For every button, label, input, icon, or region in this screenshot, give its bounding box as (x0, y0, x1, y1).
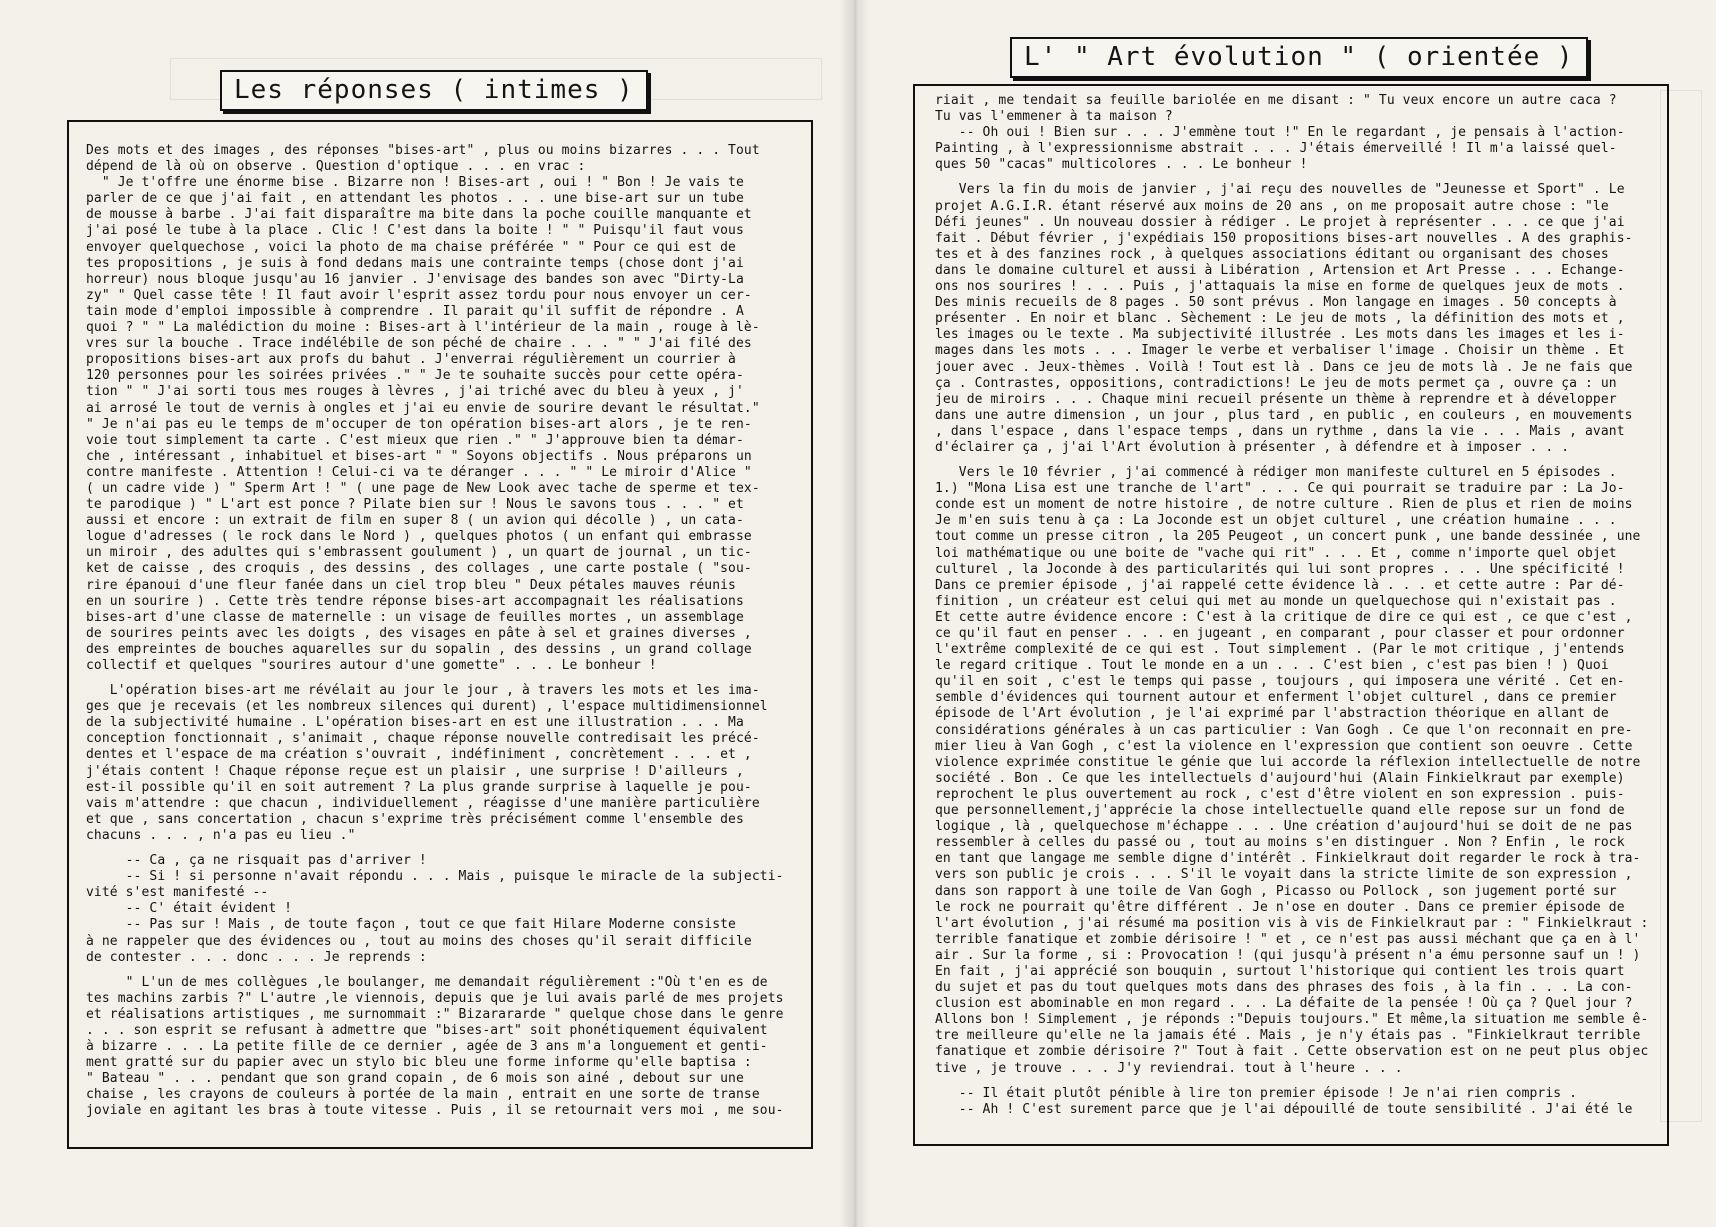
text-line: Des mots et des images , des réponses "bises-art" , plus ou moins bizarres . . . Tout (86, 143, 760, 158)
text-line: tive , je trouve . . . J'y reviendrai. tout à l'heure . . . (935, 1060, 1403, 1076)
text-line: en un sourire ) . Cette très tendre réponse bises-art accompagnait les réalisations (86, 593, 744, 609)
text-line: ça . Contrastes, oppositions, contradictions! Le jeu de mots permet ça , ouvre ça : un (935, 375, 1617, 391)
text-line: joviale en agitant les bras à toute vitesse . Puis , il se retournait vers moi , me sou- (86, 1103, 784, 1119)
text-line: , dans l'espace , dans l'espace temps , dans un rythme , dans la vie . . . Mais , avant (935, 423, 1625, 439)
text-line: semble d'évidences qui tournent autour et enferment l'objet culturel , dans ce premier (935, 690, 1617, 706)
text-line: à bizarre . . . La petite fille de ce dernier , agée de 3 ans m'a longuement et genti- (86, 1039, 768, 1055)
text-line: chacuns . . . , n'a pas eu lieu ." (86, 827, 356, 843)
text-line: ons nos sourires ! . . . Puis , j'attaquais la mise en forme de quelques jeux de mots . (935, 279, 1625, 295)
text-line: Des minis recueils de 8 pages . 50 sont prévus . Mon langage en images . 50 concepts à (935, 295, 1617, 311)
text-line: loi mathématique ou une boite de "vache qui rit" . . . Et , comme n'importe quel objet (935, 545, 1617, 561)
text-line: société . Bon . Ce que les intellectuels d'aujourd'hui (Alain Finkielkraut par exemple) (935, 770, 1625, 786)
text-line: riait , me tendait sa feuille bariolée en me disant : " Tu veux encore un autre caca ? (935, 93, 1617, 108)
text-line: 120 personnes pour les soirées privées ." " Je te souhaite succès pour cette opéra- (86, 368, 744, 384)
text-line: vers son public je crois . . . S'il le voyait dans la stricte limite de son expression , (935, 867, 1633, 883)
text-line: che , intéressant , inhabituel et bises-art " " Soyons objectifs . Nous préparons un (86, 448, 752, 464)
text-line: L'opération bises-art me révélait au jour le jour , à travers les mots et les ima- (86, 683, 760, 699)
text-line: l'art évolution , j'ai résumé ma position vis à vis de Finkielkraut par : " Finkielkraut : (935, 915, 1649, 931)
text-line: est-il possible qu'il en soit autrement ? La plus grande surprise à laquelle je pou- (86, 779, 752, 795)
text-line: reprochent le plus ouvertement au rock , c'est d'être violent en son expression . puis- (935, 786, 1625, 802)
text-line: " Bateau " . . . pendant que son grand copain , de 6 mois son ainé , debout sur une (86, 1071, 744, 1087)
text-line: chaise , les crayons de couleurs à portée de la main , entrait en une sorte de transe (86, 1087, 760, 1103)
text-line: et que , sans concertation , chacun s'exprime très précisément comme l'ensemble des (86, 811, 744, 827)
right-page-title: L' " Art évolution " ( orientée ) (1010, 37, 1588, 78)
text-line: qu'il en soit , c'est le temps qui passe , toujours , qui imposera une vérité . Cet en- (935, 674, 1625, 690)
text-line: dans le domaine culturel et aussi à Libération , Artension et Art Presse . . . Echange- (935, 262, 1625, 278)
text-line: Je m'en suis tenu à ça : La Joconde est un objet culturel , une création humaine . . . (935, 513, 1617, 529)
text-line: tout comme un presse citron , la 205 Peugeot , un concert punk , une bande dessinée , une (935, 529, 1641, 545)
text-line: du sujet et pas du tout quelques mots dans des phrases des fois , à la fin . . . La con- (935, 980, 1633, 996)
text-line: terrible fanatique et zombie dérisoire ! " et , ce n'est pas aussi méchant que ça en à l' (935, 931, 1641, 947)
text-line: vais m'attendre : que chacun , individuellement , réagisse d'une manière particulière (86, 795, 760, 811)
text-line: quoi ? " " La malédiction du moine : Bises-art à l'intérieur de la main , rouge à lè- (86, 320, 760, 336)
right-text-frame (913, 84, 1669, 1146)
text-line: l'extrême complexité de ce qui est . Tout simplement . (Par le mot critique , j'entends (935, 642, 1625, 658)
text-line: culturel , la Joconde à des particularités qui lui sont propres . . . Une spécificité ! (935, 561, 1625, 577)
text-line: clusion est abominable en mon regard . . . La défaite de la pensée ! Où ça ? Quel jour ? (935, 996, 1633, 1012)
text-line: -- Ah ! C'est surement parce que je l'ai dépouillé de toute sensibilité . J'ai été le (935, 1101, 1633, 1117)
text-line: mier lieu à Van Gogh , c'est la violence en l'expression que contient son oeuvre . Cette (935, 738, 1633, 754)
text-line: " Je n'ai pas eu le temps de m'occuper de ton opération bises-art alors , je te ren- (86, 416, 752, 432)
text-line: -- Il était plutôt pénible à lire ton premier épisode ! Je n'ai rien compris . (935, 1085, 1578, 1101)
book-gutter (840, 0, 870, 1227)
text-line: de contester . . . donc . . . Je reprends : (86, 949, 427, 965)
text-line: envoyer quelquechose , voici la photo de ma chaise préférée " " Pour ce qui est de (86, 239, 736, 255)
text-line: Tu vas l'emmener à ta maison ? (935, 109, 1173, 125)
text-line: projet A.G.I.R. étant réservé aux moins de 20 ans , on me proposait autre chose : "le (935, 198, 1609, 214)
text-line: tre meilleure qu'elle ne la jamais été . Mais , je n'y étais pas . "Finkielkraut terrible (935, 1028, 1641, 1044)
text-line: Painting , à l'expressionnisme abstrait . . . J'étais émerveillé ! Il m'a laissé quel- (935, 141, 1617, 157)
text-line: " Je t'offre une énorme bise . Bizarre non ! Bises-art , oui ! " Bon ! Je vais te (86, 175, 744, 191)
text-line: bises-art d'une classe de maternelle : un visage de feuilles mortes , un assemblage (86, 609, 744, 625)
paragraph-gap (935, 1077, 1648, 1086)
text-line: de mousse à barbe . J'ai fait disparaître ma bite dans la poche couille manquante et (86, 207, 752, 223)
text-line: des empreintes de bouches aquarelles sur du sopalin , des dessins , un grand collage (86, 641, 752, 657)
text-line: Vers la fin du mois de janvier , j'ai reçu des nouvelles de "Jeunesse et Sport" . Le (935, 182, 1625, 198)
text-line: en tant que langage me semble digne d'intérêt . Finkielkraut doit regarder le rock à tra- (935, 851, 1641, 867)
text-line: ges que je recevais (et les nombreux silences qui durent) , l'espace multidimensionnel (86, 699, 768, 715)
paragraph-gap (935, 456, 1648, 465)
text-line: -- Oh oui ! Bien sur . . . J'emmène tout !" En le regardant , je pensais à l'action- (935, 125, 1625, 141)
text-line: voie tout simplement ta carte . C'est mieux que rien ." " J'approuve bien ta démar- (86, 432, 744, 448)
text-line: dentes et l'espace de ma création s'ouvrait , indéfiniment , concrètement . . . et , (86, 747, 752, 763)
text-line: tain mode d'emploi impossible à comprendre . Il parait qu'il suffit de répondre . A (86, 303, 744, 319)
text-line: -- Si ! si personne n'avait répondu . . . Mais , puisque le miracle de la subjecti- (86, 869, 784, 885)
paragraph-gap (935, 173, 1648, 182)
paragraph-gap (86, 966, 784, 975)
text-line: conception fonctionnait , s'animait , chaque réponse nouvelle contredisait les précé- (86, 731, 760, 747)
text-line: Allons bon ! Simplement , je réponds :"Depuis toujours." Et même,la situation me semble ê- (935, 1012, 1649, 1028)
text-line: présenter . En noir et blanc . Sèchement : Le jeu de mots , la définition des mots et , (935, 311, 1625, 327)
text-line: tes et à des fanzines rock , à quelques associations éditant ou organisant des choses (935, 246, 1609, 262)
text-line: un miroir , des adultes qui s'embrassent goulument ) , un quart de journal , un tic- (86, 545, 752, 561)
text-line: aussi et encore : un extrait de film en super 8 ( un avion qui décolle ) , un cata- (86, 513, 744, 529)
text-line: En fait , j'ai apprécié son bouquin , surtout l'historique qui contient les trois quart (935, 963, 1625, 979)
text-line: jeu de miroirs . . . Chaque mini recueil présente un thème à reprendre et à développer (935, 391, 1617, 407)
text-line: finition , un créateur est celui qui met au monde un quelquechose qui n'existait pas . (935, 593, 1617, 609)
text-line: ressembler à celles du passé ou , tout au moins s'en distinguer . Non ? Enfin , le rock (935, 835, 1625, 851)
text-line: jouer avec . Jeux-thèmes . Voilà ! Tout est là . Dans ce jeu de mots là . Je ne fais que (935, 359, 1633, 375)
text-line: Défi jeunes" . Un nouveau dossier à rédiger . Le projet à représenter . . . ce que j'ai (935, 214, 1625, 230)
text-line: considérations générales à un cas particulier : Van Gogh . Ce que l'on reconnait en pre- (935, 722, 1633, 738)
text-line: ket de caisse , des croquis , des dessins , des collages , une carte postale ( "sou- (86, 561, 752, 577)
text-line: tes machins zarbis ?" L'autre ,le viennois, depuis que je lui avais parlé de mes projets (86, 990, 784, 1006)
text-line: propositions bises-art aux profs du bahut . J'enverrai régulièrement un courrier à (86, 352, 736, 368)
text-line: zy" " Quel casse tête ! Il faut avoir l'esprit assez tordu pour nous envoyer un cer- (86, 287, 752, 303)
text-line: collectif et quelques "sourires autour d'une gomette" . . . Le bonheur ! (86, 658, 657, 673)
text-line: logue d'adresses ( le rock dans le Nord ) , quelques photos ( un enfant qui embrasse (86, 529, 752, 545)
text-line: parler de ce que j'ai fait , en attendant les photos . . . une bise-art sur un tube (86, 191, 744, 207)
text-line: -- Pas sur ! Mais , de toute façon , tout ce que fait Hilare Moderne consiste (86, 917, 736, 933)
text-line: de sourires peints avec les doigts , des visages en pâte à sel et graines diverses , (86, 625, 752, 641)
text-line: -- Ca , ça ne risquait pas d'arriver ! (86, 853, 427, 869)
text-line: -- C' était évident ! (86, 901, 293, 917)
text-line: conde est un moment de notre histoire , de notre culture . Rien de plus et rien de moins (935, 497, 1633, 513)
text-line: j'étais content ! Chaque réponse reçue est un plaisir , une surprise ! D'ailleurs , (86, 763, 744, 779)
paragraph-gap (86, 674, 784, 683)
text-line: le regard critique . Tout le monde en a un . . . C'est bien , c'est pas bien ! ) Quoi (935, 658, 1609, 674)
text-line: vres sur la bouche . Trace indélébile de son péché de chaire . . . " " J'ai filé des (86, 336, 752, 352)
left-body-text (86, 143, 784, 1120)
paragraph-gap (86, 844, 784, 853)
text-line: fanatique et zombie dérisoire ?" Tout à fait . Cette observation est on ne peut plus objec (935, 1044, 1649, 1060)
text-line: tes propositions , je suis à fond dedans mais une contrainte temps (chose dont j'ai (86, 255, 744, 271)
right-body-text (935, 93, 1648, 1118)
text-line: j'ai posé le tube à la place . Clic ! C'est dans la boite ! " " Puisqu'il faut vous (86, 223, 744, 239)
text-line: contre manifeste . Attention ! Celui-ci va te déranger . . . " " Le miroir d'Alice " (86, 464, 752, 480)
text-line: tion " " J'ai sorti tous mes rouges à lèvres , j'ai triché avec du bleu à yeux , j' (86, 384, 744, 400)
text-line: horreur) nous bloque jusqu'au 16 janvier . J'envisage des bandes son avec "Dirty-La (86, 271, 744, 287)
text-line: Et cette autre évidence encore : C'est à la critique de dire ce qui est , ce que c'est , (935, 609, 1633, 625)
text-line: air . Sur la forme , si : Provocation ! (qui jusqu'à présent n'a ému personne sauf un ! ) (935, 947, 1641, 963)
text-line: dans une autre dimension , un jour , plus tard , en public , en couleurs , en mouvements (935, 407, 1633, 423)
text-line: d'éclairer ça , j'ai l'Art évolution à présenter , à défendre et à imposer . . . (935, 439, 1570, 455)
text-line: vité s'est manifesté -- (86, 885, 269, 901)
text-line: ai arrosé le tout de vernis à ongles et j'ai eu envie de sourire devant le résultat." (86, 400, 760, 416)
text-line: Vers le 10 février , j'ai commencé à rédiger mon manifeste culturel en 5 épisodes . (935, 465, 1617, 481)
text-line: épisode de l'Art évolution , je l'ai exprimé par l'abstraction théorique en allant de (935, 706, 1609, 722)
text-line: ment gratté sur du papier avec un stylo bic bleu une forme informe qu'elle baptisa : (86, 1055, 752, 1071)
text-line: Dans ce premier épisode , j'ai rappelé cette évidence là . . . et cette autre : Par dé- (935, 577, 1625, 593)
text-line: à ne rappeler que des évidences ou , tout au moins des choses qu'il serait difficile (86, 933, 752, 949)
text-line: rire épanoui d'une fleur fanée dans un ciel trop bleu " Deux pétales mauves réunis (86, 577, 736, 593)
text-line: de la subjectivité humaine . L'opération bises-art en est une illustration . . . Ma (86, 715, 744, 731)
text-line: mages dans les mots . . . Imager le verbe et verbaliser l'image . Choisir un thème . Et (935, 343, 1625, 359)
text-line: . . . son esprit se refusant à admettre que "bises-art" soit phonétiquement équivalent (86, 1022, 768, 1038)
text-line: violence exprimée constitue le génie que lui accorde la réflexion intellectuelle de notre (935, 754, 1641, 770)
text-line: que personnellement,j'apprécie la chose intellectuelle quand elle repose sur un fond de (935, 803, 1625, 819)
text-line: fait . Début février , j'expédiais 150 propositions bises-art nouvelles . A des graphis- (935, 230, 1633, 246)
text-line: te parodique ) " L'art est ponce ? Pilate bien sur ! Nous le savons tous . . . " et (86, 497, 744, 513)
text-line: ( un cadre vide ) " Sperm Art ! " ( une page de New Look avec tache de sperme et tex- (86, 480, 760, 496)
text-line: dépend de là où on observe . Question d'optique . . . en vrac : (86, 159, 586, 175)
text-line: ques 50 "cacas" multicolores . . . Le bonheur ! (935, 157, 1308, 173)
text-line: et réalisations artistiques , me surnommait :" Bizarararde " quelque chose dans le genre (86, 1006, 784, 1022)
text-line: logique , là , quelquechose m'échappe . . . Une création d'aujourd'hui se doit de ne pas (935, 819, 1633, 835)
text-line: le rock ne pourrait qu'être différent . Je n'ose en douter . Dans ce premier épisode de (935, 899, 1625, 915)
text-line: ce qu'il faut en penser . . . en jugeant , en comparant , pour classer et pour ordonner (935, 626, 1625, 641)
text-line: 1.) "Mona Lisa est une tranche de l'art" . . . Ce qui pourrait se traduire par : La Jo- (935, 481, 1625, 497)
text-line: dans son rapport à une toile de Van Gogh , Picasso ou Pollock , son jugement porté sur (935, 883, 1617, 899)
text-line: " L'un de mes collègues ,le boulanger, me demandait régulièrement :"Où t'en es de (86, 974, 768, 990)
text-line: les images ou le texte . Ma subjectivité illustrée . Les mots dans les images et les i- (935, 327, 1625, 343)
left-text-frame (67, 120, 813, 1149)
left-page-title: Les réponses ( intimes ) (220, 70, 648, 111)
